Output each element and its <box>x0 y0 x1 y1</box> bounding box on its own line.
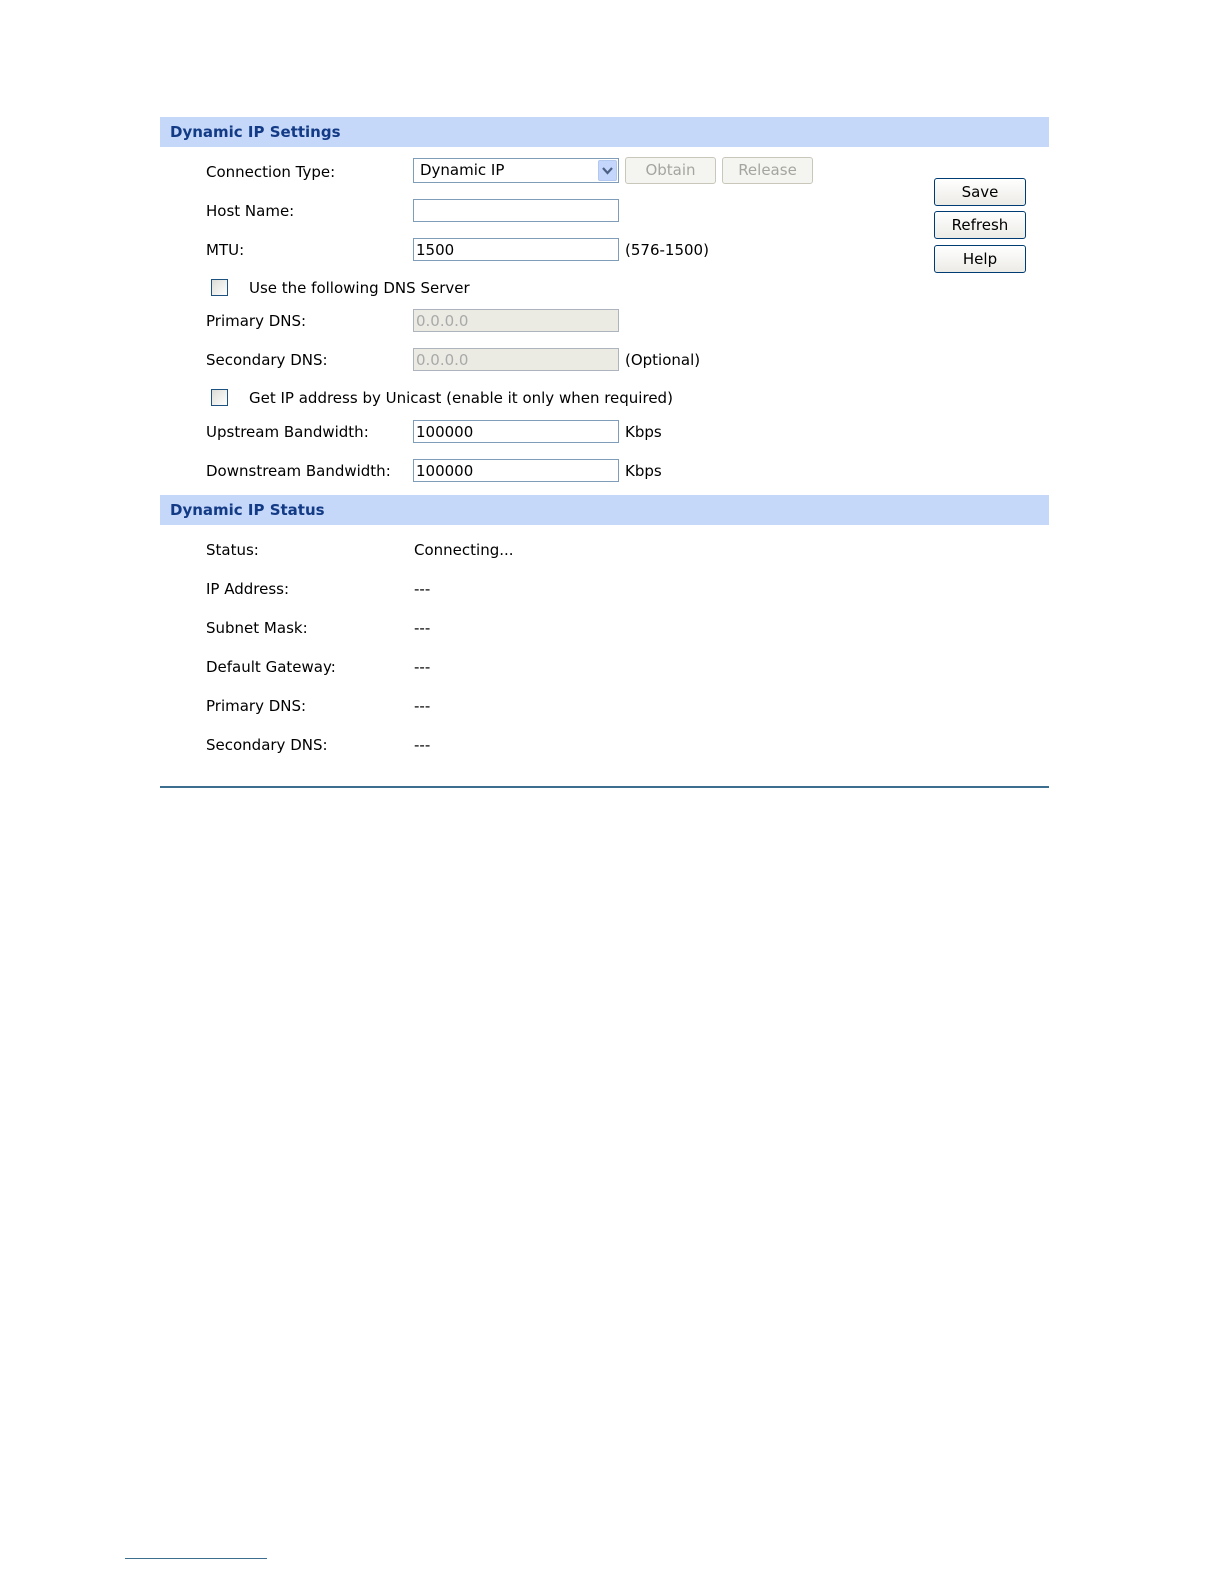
use-dns-label: Use the following DNS Server <box>249 279 470 297</box>
help-button[interactable]: Help <box>934 245 1026 273</box>
obtain-button[interactable]: Obtain <box>625 157 716 184</box>
use-dns-checkbox[interactable] <box>211 279 228 296</box>
secondary-dns-optional-note: (Optional) <box>625 351 701 369</box>
downstream-bandwidth-input[interactable] <box>413 459 619 482</box>
ip-address-label: IP Address: <box>206 580 290 598</box>
settings-section-header <box>160 117 1049 147</box>
host-name-label: Host Name: <box>206 202 295 220</box>
upstream-unit: Kbps <box>625 423 662 441</box>
upstream-bandwidth-label: Upstream Bandwidth: <box>206 423 369 441</box>
unicast-checkbox[interactable] <box>211 389 228 406</box>
downstream-unit: Kbps <box>625 462 662 480</box>
default-gateway-label: Default Gateway: <box>206 658 336 676</box>
connection-type-select[interactable] <box>413 158 619 183</box>
default-gateway-value: --- <box>414 658 431 676</box>
upstream-bandwidth-input[interactable] <box>413 420 619 443</box>
downstream-bandwidth-label: Downstream Bandwidth: <box>206 462 391 480</box>
connection-type-label: Connection Type: <box>206 163 336 181</box>
chevron-down-icon[interactable] <box>598 160 617 181</box>
unicast-label: Get IP address by Unicast (enable it only when required) <box>249 389 673 407</box>
status-section-title: Dynamic IP Status <box>170 501 325 519</box>
settings-section-title: Dynamic IP Settings <box>170 123 341 141</box>
footnote-divider <box>125 1558 267 1559</box>
secondary-dns-label: Secondary DNS: <box>206 351 328 369</box>
subnet-mask-value: --- <box>414 619 431 637</box>
status-primary-dns-label: Primary DNS: <box>206 697 307 715</box>
status-secondary-dns-label: Secondary DNS: <box>206 736 328 754</box>
status-secondary-dns-value: --- <box>414 736 431 754</box>
host-name-input[interactable] <box>413 199 619 222</box>
subnet-mask-label: Subnet Mask: <box>206 619 308 637</box>
save-button[interactable]: Save <box>934 178 1026 206</box>
mtu-range-hint: (576-1500) <box>625 241 709 259</box>
primary-dns-input[interactable] <box>413 309 619 332</box>
refresh-button[interactable]: Refresh <box>934 211 1026 239</box>
mtu-input[interactable] <box>413 238 619 261</box>
ip-address-value: --- <box>414 580 431 598</box>
section-bottom-divider <box>160 786 1049 788</box>
status-label: Status: <box>206 541 259 559</box>
mtu-label: MTU: <box>206 241 245 259</box>
status-section-header <box>160 495 1049 525</box>
status-primary-dns-value: --- <box>414 697 431 715</box>
connection-type-value: Dynamic IP <box>420 161 505 179</box>
secondary-dns-input[interactable] <box>413 348 619 371</box>
release-button[interactable]: Release <box>722 157 813 184</box>
primary-dns-label: Primary DNS: <box>206 312 307 330</box>
status-value: Connecting... <box>414 541 514 559</box>
